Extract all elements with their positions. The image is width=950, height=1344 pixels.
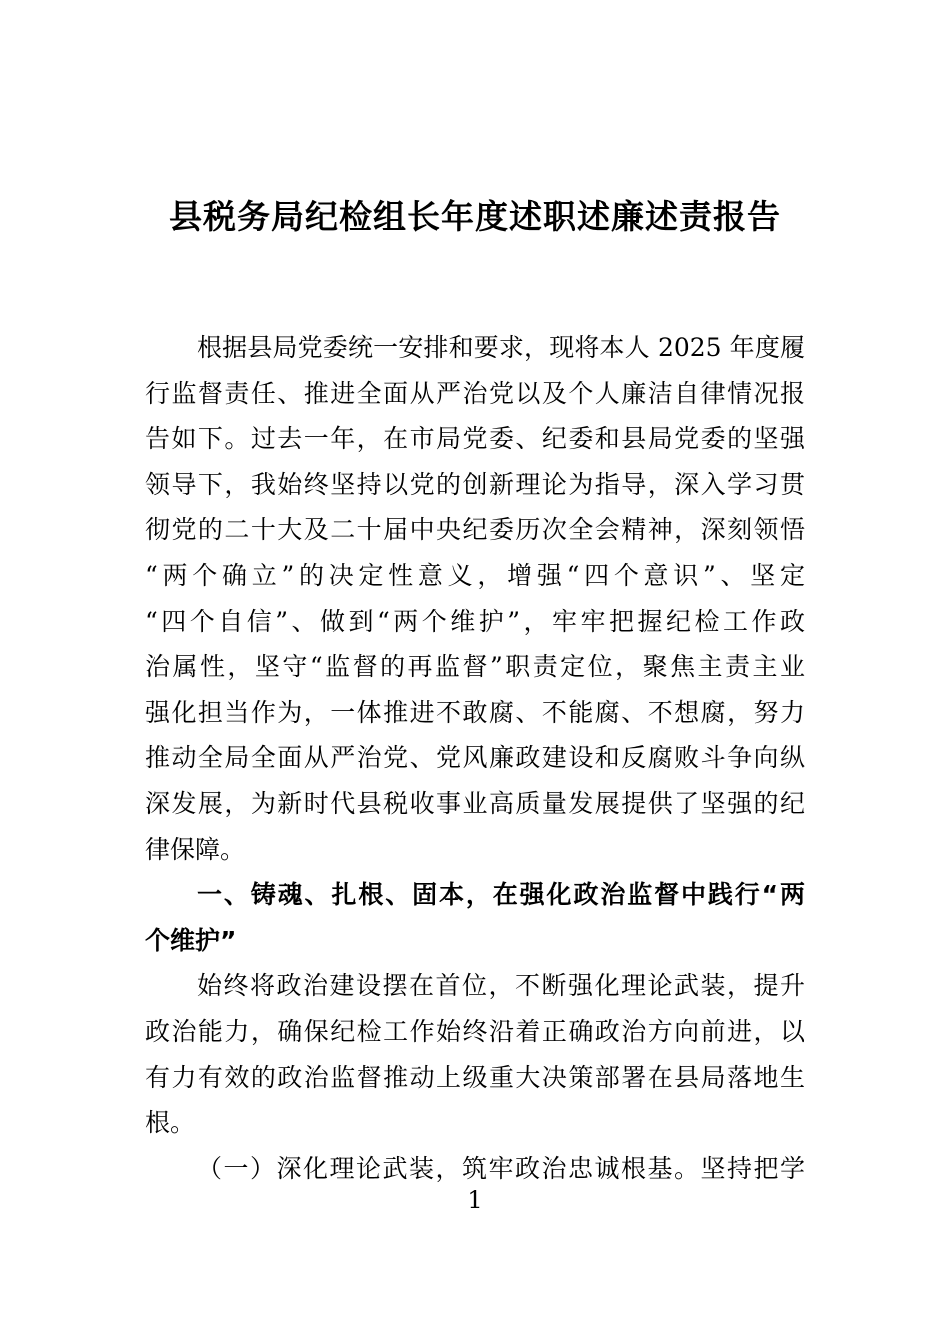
text-line: 推动全局全面从严治党、党风廉政建设和反腐败斗争向纵 xyxy=(145,743,805,773)
text-line: （一）深化理论武装，筑牢政治忠诚根基。坚持把学 xyxy=(197,1153,805,1183)
text-line: “两个确立”的决定性意义，增强“四个意识”、坚定 xyxy=(145,560,805,590)
text-line: 彻党的二十大及二十届中央纪委历次全会精神，深刻领悟 xyxy=(145,515,805,545)
text-line: 领导下，我始终坚持以党的创新理论为指导，深入学习贯 xyxy=(145,469,805,499)
text-line: 个维护” xyxy=(145,925,237,955)
text-line: 治属性，坚守“监督的再监督”职责定位，聚焦主责主业 xyxy=(145,652,805,682)
paragraph xyxy=(145,325,805,872)
text-line: 行监督责任、推进全面从严治党以及个人廉洁自律情况报 xyxy=(145,378,805,408)
text-line: “四个自信”、做到“两个维护”，牢牢把握纪检工作政 xyxy=(145,606,805,636)
paragraph xyxy=(145,1146,805,1192)
text-line: 始终将政治建设摆在首位，不断强化理论武装，提升 xyxy=(197,971,805,1001)
text-line: 强化担当作为，一体推进不敢腐、不能腐、不想腐，努力 xyxy=(145,697,805,727)
text-line: 一、铸魂、扎根、固本，在强化政治监督中践行“两 xyxy=(197,880,805,910)
text-line: 有力有效的政治监督推动上级重大决策部署在县局落地生 xyxy=(145,1062,805,1092)
paragraph xyxy=(145,963,805,1145)
document-title: 县税务局纪检组长年度述职述廉述责报告 xyxy=(169,197,781,236)
text-line: 告如下。过去一年，在市局党委、纪委和县局党委的坚强 xyxy=(145,424,805,454)
page-number: 1 xyxy=(467,1186,483,1214)
text-line: 律保障。 xyxy=(145,834,246,864)
text-line: 政治能力，确保纪检工作始终沿着正确政治方向前进，以 xyxy=(145,1016,805,1046)
text-line: 根据县局党委统一安排和要求，现将本人 2025 年度履 xyxy=(197,333,805,362)
text-line: 深发展，为新时代县税收事业高质量发展提供了坚强的纪 xyxy=(145,788,805,818)
text-line: 根。 xyxy=(145,1108,196,1138)
document-body xyxy=(145,325,805,1191)
section-heading xyxy=(145,872,805,963)
